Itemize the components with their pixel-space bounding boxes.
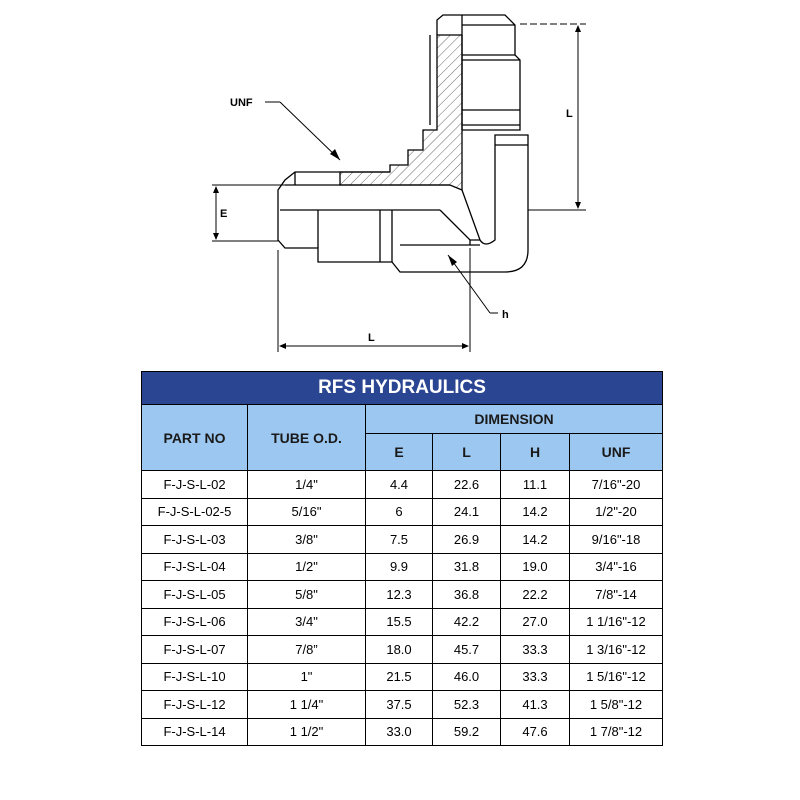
cell-tube-od: 1/4" [248, 471, 366, 499]
cell-unf: 3/4"-16 [570, 553, 663, 581]
table-row [142, 608, 663, 636]
table-row [142, 691, 663, 719]
header-tube-od: TUBE O.D. [248, 405, 366, 471]
cell-tube-od: 1/2" [248, 553, 366, 581]
h-leader [448, 255, 509, 321]
cell-h: 33.3 [501, 636, 570, 664]
table-row [142, 636, 663, 664]
cell-part-no: F-J-S-L-07 [142, 636, 248, 664]
table-row [142, 718, 663, 746]
unf-leader [230, 97, 340, 160]
cell-e: 21.5 [366, 663, 433, 691]
h-label: h [502, 309, 509, 321]
cell-l: 36.8 [433, 581, 501, 609]
table-row [142, 526, 663, 554]
cell-tube-od: 1 1/4" [248, 691, 366, 719]
cell-l: 52.3 [433, 691, 501, 719]
cell-unf: 1 5/16"-12 [570, 663, 663, 691]
cell-h: 14.2 [501, 498, 570, 526]
cell-e: 15.5 [366, 608, 433, 636]
cell-part-no: F-J-S-L-02-5 [142, 498, 248, 526]
header-dimension: DIMENSION [366, 405, 663, 434]
cell-h: 14.2 [501, 526, 570, 554]
cell-part-no: F-J-S-L-06 [142, 608, 248, 636]
cell-unf: 1 7/8"-12 [570, 718, 663, 746]
cell-tube-od: 3/4" [248, 608, 366, 636]
l-horizontal-label: L [368, 332, 375, 344]
cell-tube-od: 1 1/2" [248, 718, 366, 746]
cell-l: 26.9 [433, 526, 501, 554]
fitting-body-section [340, 35, 462, 190]
unf-label: UNF [230, 97, 253, 109]
cell-h: 47.6 [501, 718, 570, 746]
cell-e: 4.4 [366, 471, 433, 499]
l-vertical-dimension [520, 24, 586, 210]
cell-unf: 1 1/16"-12 [570, 608, 663, 636]
cell-part-no: F-J-S-L-12 [142, 691, 248, 719]
table-row [142, 553, 663, 581]
spec-table [141, 371, 663, 746]
cell-h: 22.2 [501, 581, 570, 609]
cell-e: 18.0 [366, 636, 433, 664]
cell-l: 42.2 [433, 608, 501, 636]
cell-l: 45.7 [433, 636, 501, 664]
header-part-no: PART NO [142, 405, 248, 471]
table-row [142, 498, 663, 526]
cell-l: 46.0 [433, 663, 501, 691]
header-e: E [366, 434, 433, 471]
cell-tube-od: 1" [248, 663, 366, 691]
cell-h: 41.3 [501, 691, 570, 719]
cell-part-no: F-J-S-L-02 [142, 471, 248, 499]
cell-unf: 7/16"-20 [570, 471, 663, 499]
cell-e: 9.9 [366, 553, 433, 581]
cell-e: 37.5 [366, 691, 433, 719]
table-row [142, 663, 663, 691]
cell-part-no: F-J-S-L-05 [142, 581, 248, 609]
cell-unf: 1/2"-20 [570, 498, 663, 526]
cell-l: 31.8 [433, 553, 501, 581]
cell-l: 24.1 [433, 498, 501, 526]
fitting-drawing [0, 0, 800, 360]
l-vertical-label: L [566, 108, 573, 120]
cell-unf: 9/16"-18 [570, 526, 663, 554]
cell-part-no: F-J-S-L-04 [142, 553, 248, 581]
table-title: RFS HYDRAULICS [142, 372, 663, 405]
cell-unf: 1 5/8"-12 [570, 691, 663, 719]
cell-e: 7.5 [366, 526, 433, 554]
cell-h: 33.3 [501, 663, 570, 691]
e-label: E [220, 208, 228, 220]
cell-tube-od: 5/8" [248, 581, 366, 609]
table-row [142, 581, 663, 609]
header-unf: UNF [570, 434, 663, 471]
cell-unf: 7/8"-14 [570, 581, 663, 609]
cell-e: 6 [366, 498, 433, 526]
cell-tube-od: 5/16" [248, 498, 366, 526]
table-body [142, 471, 663, 746]
cell-l: 22.6 [433, 471, 501, 499]
cell-part-no: F-J-S-L-14 [142, 718, 248, 746]
cell-h: 27.0 [501, 608, 570, 636]
cell-h: 19.0 [501, 553, 570, 581]
cell-l: 59.2 [433, 718, 501, 746]
header-l: L [433, 434, 501, 471]
cell-e: 12.3 [366, 581, 433, 609]
cell-tube-od: 7/8” [248, 636, 366, 664]
cell-tube-od: 3/8" [248, 526, 366, 554]
horizontal-tube [278, 172, 450, 262]
cell-h: 11.1 [501, 471, 570, 499]
header-h: H [501, 434, 570, 471]
cell-e: 33.0 [366, 718, 433, 746]
cell-unf: 1 3/16"-12 [570, 636, 663, 664]
table-row [142, 471, 663, 499]
cell-part-no: F-J-S-L-10 [142, 663, 248, 691]
cell-part-no: F-J-S-L-03 [142, 526, 248, 554]
